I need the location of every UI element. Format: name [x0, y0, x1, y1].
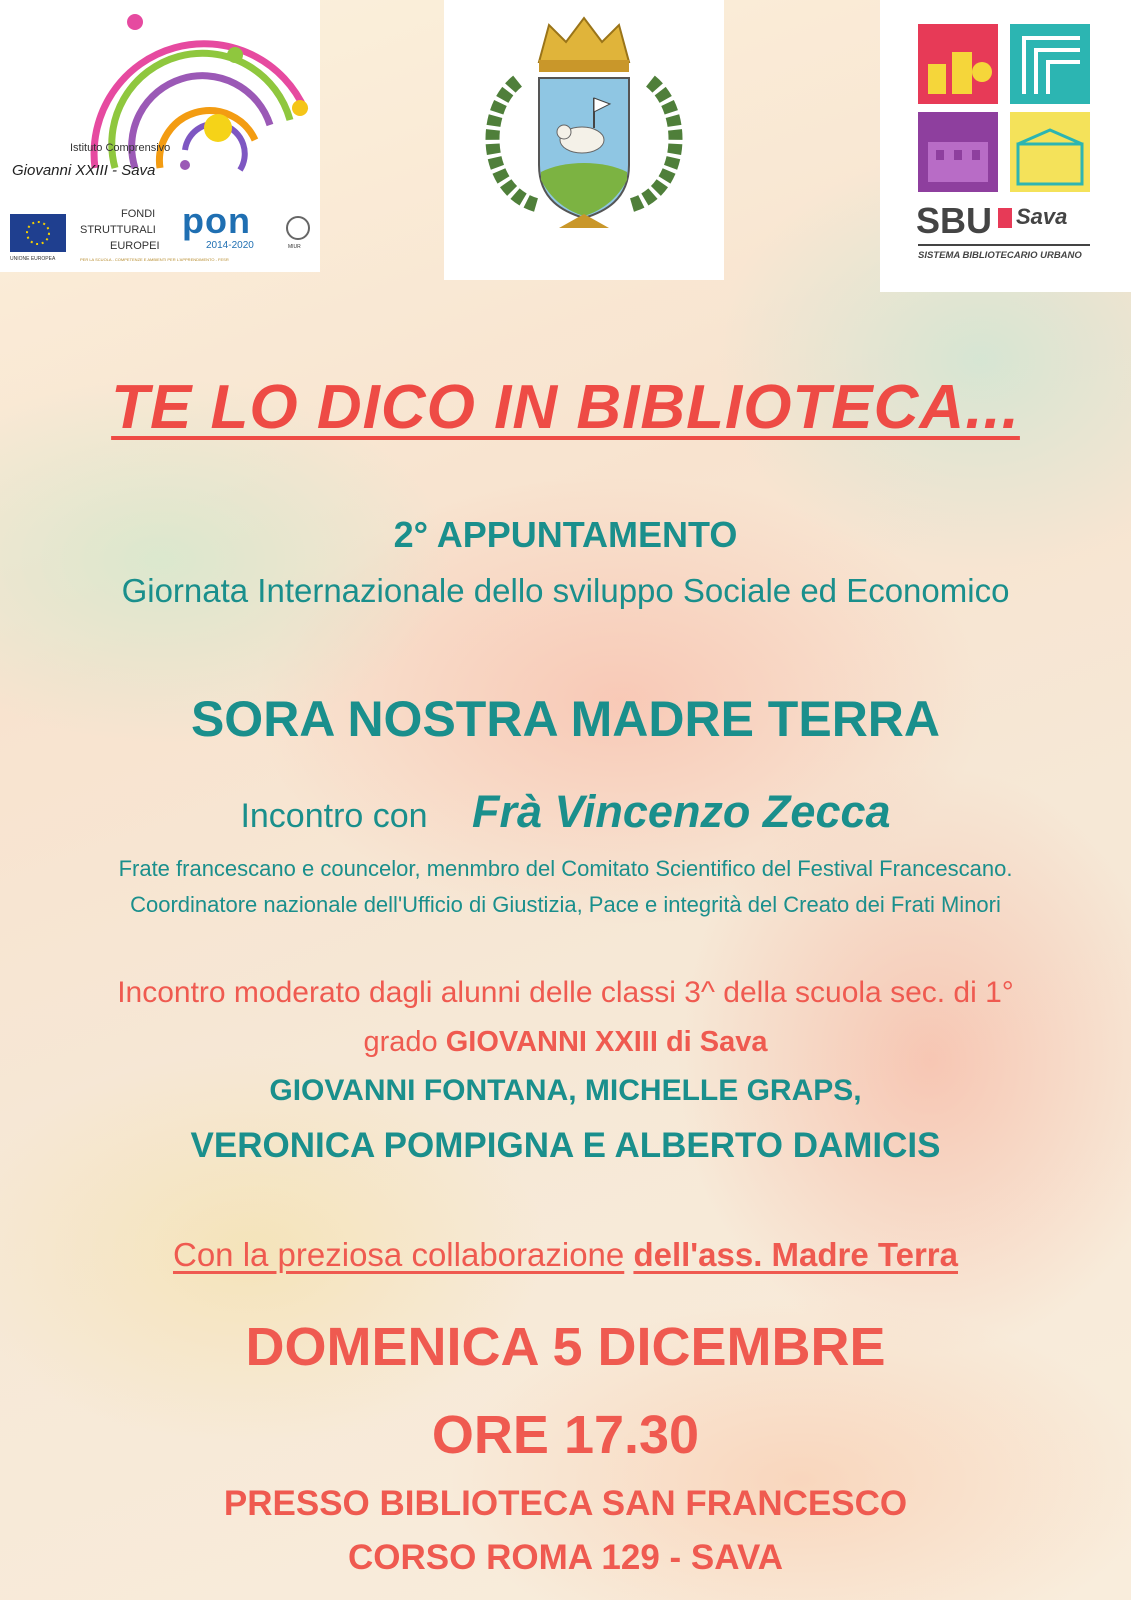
- collaboration-org: dell'ass. Madre Terra: [633, 1236, 958, 1273]
- sbu-tile-palace-icon: [1010, 112, 1090, 192]
- school-logo: [0, 0, 320, 272]
- event-title: SORA NOSTRA MADRE TERRA: [190, 691, 941, 747]
- guest-prefix: Incontro con: [240, 797, 428, 835]
- sbu-town: Sava: [1016, 204, 1068, 229]
- event-address: CORSO ROMA 129 - SAVA: [348, 1538, 783, 1577]
- moderation-grade: grado: [363, 1026, 438, 1058]
- guest-description-1: Frate francescano e councelor, menmbro del Comitato Scientifico del Festival Francescano.: [118, 856, 1013, 881]
- guest-description-2: Coordinatore nazionale dell'Ufficio di Giustizia, Pace e integrità del Creato dei Frati Minori: [130, 892, 1001, 917]
- miur-label: MIUR: [288, 244, 301, 250]
- students-line-1: GIOVANNI FONTANA, MICHELLE GRAPS,: [269, 1074, 862, 1107]
- moderation-school: GIOVANNI XXIII di Sava: [445, 1026, 768, 1058]
- sbu-library-logo: [880, 0, 1131, 292]
- guest-line: [0, 786, 1131, 838]
- collaboration-prefix: Con la preziosa collaborazione: [172, 1236, 625, 1273]
- event-time: ORE 17.30: [431, 1405, 700, 1465]
- event-subtitle: Giornata Internazionale dello sviluppo Sociale ed Economico: [121, 572, 1010, 609]
- pon-logo-text: pon: [182, 200, 251, 241]
- sbu-tile-castle-icon: [918, 24, 998, 104]
- eu-label: UNIONE EUROPEA: [10, 256, 56, 262]
- sbu-divider: [918, 244, 1090, 246]
- fondi-label-2: STRUTTURALI: [80, 224, 156, 236]
- pon-years: 2014-2020: [206, 240, 254, 251]
- students-line-2: VERONICA POMPIGNA E ALBERTO DAMICIS: [190, 1126, 941, 1165]
- italian-republic-emblem-icon: [286, 216, 310, 240]
- event-venue: PRESSO BIBLIOTECA SAN FRANCESCO: [223, 1484, 908, 1523]
- sbu-full-name: SISTEMA BIBLIOTECARIO URBANO: [918, 250, 1082, 261]
- guest-name: Frà Vincenzo Zecca: [472, 786, 891, 837]
- sbu-short-name: SBU: [916, 200, 993, 241]
- eu-flag-icon: [10, 214, 66, 252]
- appointment-number: 2° APPUNTAMENTO: [393, 514, 738, 555]
- poster-title: TE LO DICO IN BIBLIOTECA...: [111, 373, 1020, 442]
- fondi-label-3: EUROPEI: [110, 240, 160, 252]
- sbu-tile-leaf-icon: [1010, 24, 1090, 104]
- town-crest-logo: [444, 0, 724, 280]
- event-date: DOMENICA 5 DICEMBRE: [245, 1317, 886, 1377]
- town-coat-of-arms-icon: [444, 0, 724, 280]
- moderation-line-2: [0, 1026, 1131, 1059]
- pon-caption: PER LA SCUOLA - COMPETENZE E AMBIENTI PER L'APPRENDIMENTO - FESR: [80, 257, 229, 262]
- moderation-line-1: Incontro moderato dagli alunni delle classi 3^ della scuola sec. di 1°: [117, 976, 1014, 1009]
- fondi-label-1: FONDI: [121, 208, 156, 220]
- sbu-bookmark-icon: [998, 208, 1012, 228]
- school-name-line2: Giovanni XXIII - Sava: [12, 162, 156, 179]
- sbu-tile-building-icon: [918, 112, 998, 192]
- school-name-line1: Istituto Comprensivo: [70, 142, 171, 154]
- collaboration-line: [0, 1236, 1131, 1274]
